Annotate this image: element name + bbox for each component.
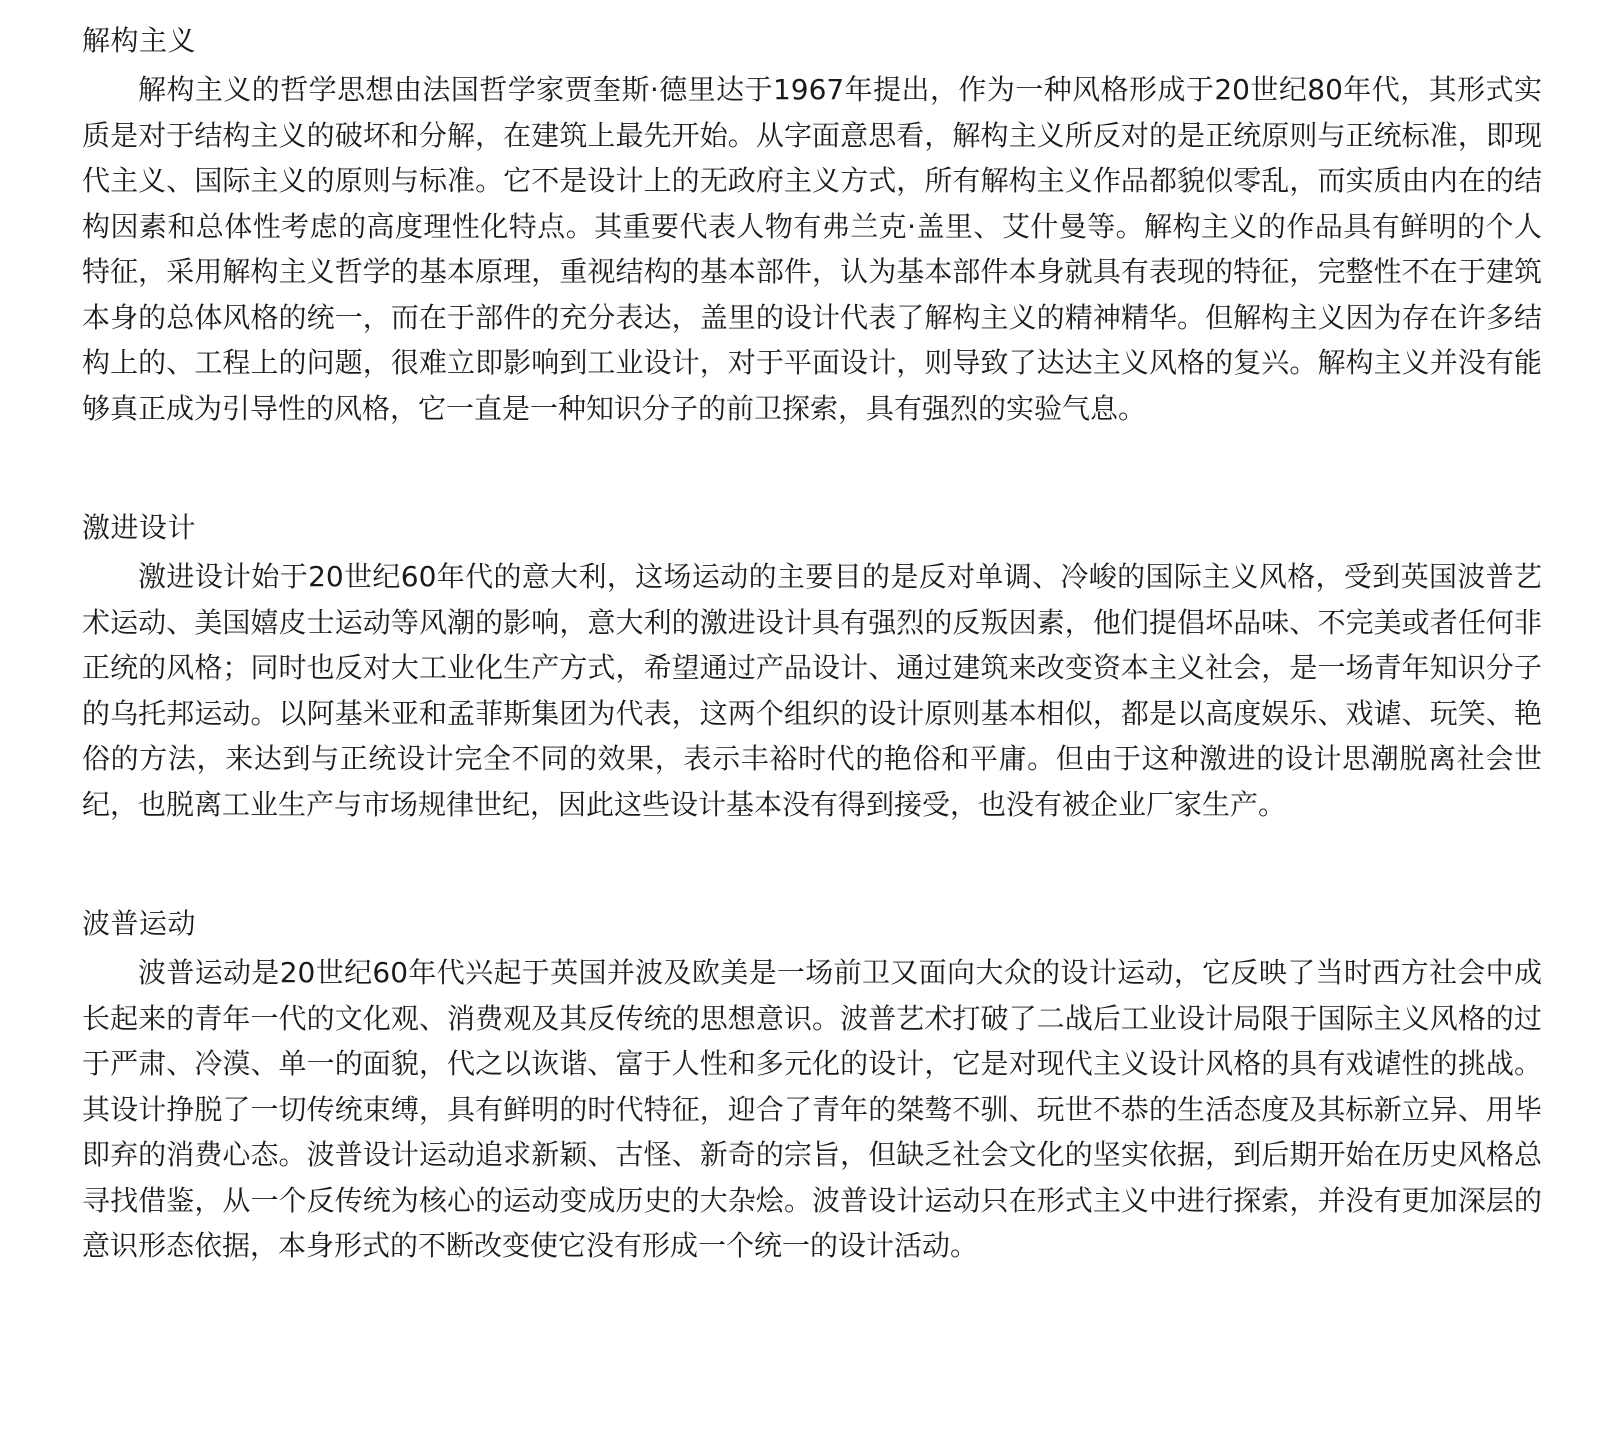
article (82, 16, 1542, 1269)
section-paragraph: 激进设计始于20世纪60年代的意大利，这场运动的主要目的是反对单调、冷峻的国际主义风格，受到英国波普艺术运动、美国嬉皮士运动等风潮的影响，意大利的激进设计具有强烈的反叛因素，他们提倡坏品味、不完美或者任何非正统的风格；同时也反对大工业化生产方式，希望通过产品设计、通过建筑来改变资本主义社会，是一场青年知识分子的乌托邦运动。以阿基米亚和孟菲斯集团为代表，这两个组织的设计原则基本相似，都是以高度娱乐、戏谑、玩笑、艳俗的方法，来达到与正统设计完全不同的效果，表示丰裕时代的艳俗和平庸。但由于这种激进的设计思潮脱离社会世纪，也脱离工业生产与市场规律世纪，因此这些设计基本没有得到接受，也没有被企业厂家生产。 (82, 560, 1542, 821)
section-paragraph: 解构主义的哲学思想由法国哲学家贾奎斯·德里达于1967年提出，作为一种风格形成于20世纪80年代，其形式实质是对于结构主义的破坏和分解，在建筑上最先开始。从字面意思看，解构主义所反对的是正统原则与正统标准，即现代主义、国际主义的原则与标准。它不是设计上的无政府主义方式，所有解构主义作品都貌似零乱，而实质由内在的结构因素和总体性考虑的高度理性化特点。其重要代表人物有弗兰克·盖里、艾什曼等。解构主义的作品具有鲜明的个人特征，采用解构主义哲学的基本原理，重视结构的基本部件，认为基本部件本身就具有表现的特征，完整性不在于建筑本身的总体风格的统一，而在于部件的充分表达，盖里的设计代表了解构主义的精神精华。但解构主义因为存在许多结构上的、工程上的问题，很难立即影响到工业设计，对于平面设计，则导致了达达主义风格的复兴。解构主义并没有能够真正成为引导性的风格，它一直是一种知识分子的前卫探索，具有强烈的实验气息。 (82, 73, 1542, 425)
section-title: 激进设计 (82, 511, 197, 544)
section-pop-movement (82, 899, 1542, 1269)
section-paragraph: 波普运动是20世纪60年代兴起于英国并波及欧美是一场前卫又面向大众的设计运动，它反映了当时西方社会中成长起来的青年一代的文化观、消费观及其反传统的思想意识。波普艺术打破了二战后工业设计局限于国际主义风格的过于严肃、冷漠、单一的面貌，代之以诙谐、富于人性和多元化的设计，它是对现代主义设计风格的具有戏谑性的挑战。其设计挣脱了一切传统束缚，具有鲜明的时代特征，迎合了青年的桀骜不驯、玩世不恭的生活态度及其标新立异、用毕即弃的消费心态。波普设计运动追求新颖、古怪、新奇的宗旨，但缺乏社会文化的坚实依据，到后期开始在历史风格总寻找借鉴，从一个反传统为核心的运动变成历史的大杂烩。波普设计运动只在形式主义中进行探索，并没有更加深层的意识形态依据，本身形式的不断改变使它没有形成一个统一的设计活动。 (82, 956, 1542, 1262)
section-title: 波普运动 (82, 907, 197, 940)
section-deconstructivism (82, 16, 1542, 431)
section-title: 解构主义 (82, 24, 197, 57)
section-radical-design (82, 503, 1542, 827)
